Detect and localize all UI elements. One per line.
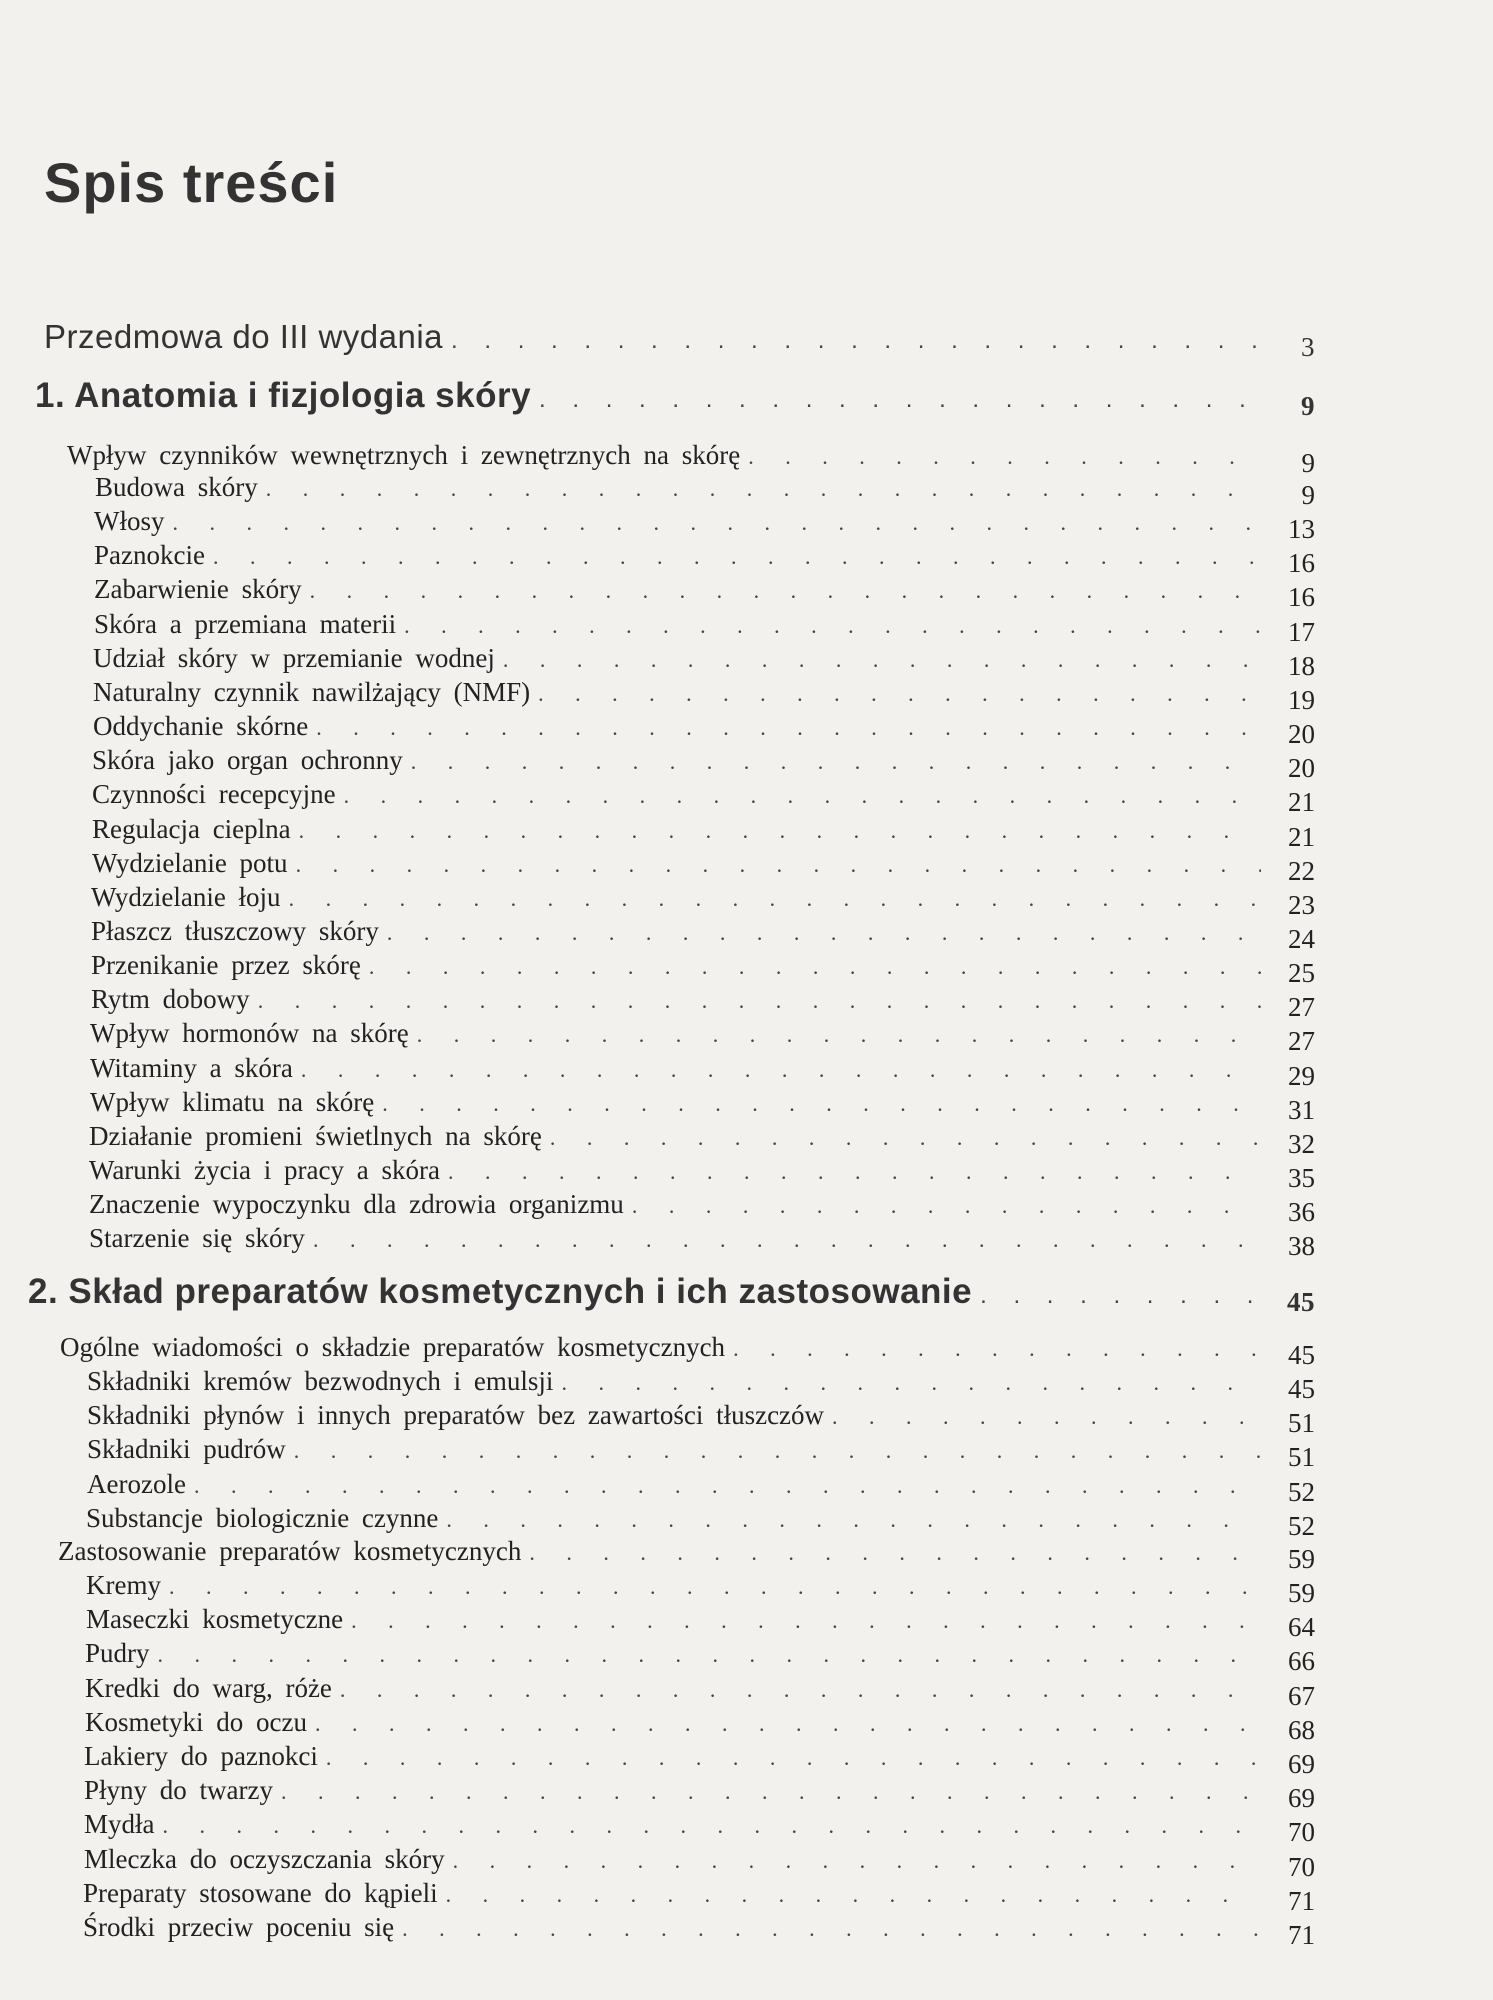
toc-entry-title: Budowa skóry: [95, 472, 258, 502]
toc-entry-page: 66: [1288, 1646, 1315, 1677]
dot-leader: [301, 1057, 1261, 1083]
toc-entry-title: Kredki do warg, róże: [85, 1672, 332, 1703]
toc-entry-title: Ogólne wiadomości o składzie preparatów kosmetycznych: [60, 1332, 726, 1362]
toc-entry-title: Maseczki kosmetyczne: [86, 1604, 344, 1635]
toc-entry: [92, 779, 1315, 818]
toc-entry: [35, 376, 1315, 421]
toc-entry-title: 2. Skład preparatów kosmetycznych i ich zastosowanie: [28, 1272, 973, 1311]
dot-leader: [538, 681, 1261, 707]
toc-entry: [67, 440, 1315, 478]
toc-entry-title: Mydła: [84, 1809, 155, 1840]
toc-entry: [87, 1434, 1315, 1473]
toc-entry: [89, 1223, 1315, 1262]
dot-leader: [169, 1574, 1261, 1600]
toc-entry: [91, 950, 1315, 989]
toc-entry-title: Przenikanie przez skórę: [91, 950, 361, 981]
dot-leader: [561, 1370, 1261, 1396]
toc-entry-title: Preparaty stosowane do kąpieli: [83, 1877, 438, 1908]
toc-entry: [95, 472, 1315, 510]
dot-leader: [411, 749, 1261, 775]
toc-entry-page: 19: [1288, 684, 1315, 715]
toc-entry-title: Wydzielanie potu: [92, 847, 288, 878]
toc-entry: [94, 608, 1315, 647]
toc-entry: [28, 1272, 1315, 1317]
toc-entry-title: Wpływ czynników wewnętrznych i zewnętrznych na skórę: [67, 440, 741, 470]
dot-leader: [158, 1642, 1261, 1668]
toc-entry-title: Włosy: [94, 506, 165, 537]
toc-entry: [89, 1120, 1315, 1159]
toc-entry-page: 17: [1288, 616, 1315, 647]
toc-entry-page: 71: [1288, 1920, 1315, 1950]
toc-entry-title: Kremy: [86, 1570, 161, 1600]
toc-entry: [85, 1638, 1315, 1677]
toc-entry-page: 25: [1288, 958, 1315, 989]
toc-entry: [93, 642, 1315, 681]
toc-entry-page: 59: [1288, 1544, 1315, 1574]
toc-entry-title: Zabarwienie skóry: [94, 574, 302, 605]
toc-entry-page: 68: [1288, 1714, 1315, 1745]
dot-leader: [173, 510, 1262, 536]
dot-leader: [529, 1540, 1261, 1566]
dot-leader: [258, 988, 1261, 1014]
dot-leader: [163, 1813, 1262, 1839]
toc-entry-title: Regulacja cieplna: [92, 813, 291, 844]
toc-entry-page: 36: [1288, 1197, 1315, 1228]
dot-leader: [402, 1916, 1261, 1942]
page-title: Spis treści: [44, 151, 339, 214]
toc-entry-title: Oddychanie skórne: [93, 711, 309, 742]
toc-entry-page: 9: [1301, 448, 1315, 478]
toc-entry: [92, 847, 1315, 886]
toc-entry-page: 51: [1288, 1408, 1315, 1439]
dot-leader: [632, 1193, 1261, 1219]
toc-entry-title: Rytm dobowy: [91, 984, 250, 1015]
toc-entry-title: Skóra a przemiana materii: [94, 608, 397, 639]
toc-entry-page: 67: [1288, 1680, 1315, 1711]
toc-entry: [90, 1086, 1315, 1125]
toc-entry: [87, 1366, 1315, 1404]
dot-leader: [446, 1507, 1261, 1533]
toc-entry: [86, 1604, 1315, 1643]
dot-leader: [733, 1336, 1261, 1362]
dot-leader: [299, 818, 1261, 844]
toc-entry-page: 70: [1288, 1851, 1315, 1882]
dot-leader: [344, 783, 1261, 809]
toc-entry: [90, 1018, 1315, 1057]
toc-entry-page: 71: [1288, 1885, 1315, 1916]
toc-entry-title: Lakiery do paznokci: [84, 1741, 318, 1771]
toc-entry-title: Wydzielanie łoju: [91, 881, 281, 912]
dot-leader: [980, 1282, 1261, 1310]
toc-entry-page: 59: [1288, 1578, 1315, 1608]
toc-entry-title: Kosmetyki do oczu: [85, 1706, 307, 1737]
toc-entry-title: Znaczenie wypoczynku dla zdrowia organizmu: [89, 1189, 624, 1220]
toc-entry-page: 21: [1288, 787, 1315, 818]
dot-leader: [315, 1711, 1261, 1737]
dot-leader: [453, 1848, 1261, 1874]
toc-entry: [93, 711, 1315, 750]
toc-entry-title: Składniki płynów i innych preparatów bez zawartości tłuszczów: [87, 1400, 825, 1431]
toc-entry-title: Paznokcie: [94, 540, 205, 571]
dot-leader: [832, 1404, 1261, 1430]
toc-entry: [94, 540, 1315, 579]
toc-entry-page: 51: [1288, 1442, 1315, 1473]
toc-entry-page: 45: [1288, 1340, 1315, 1370]
toc-entry-page: 27: [1288, 1026, 1315, 1057]
toc-entry-page: 16: [1288, 582, 1315, 613]
toc-entry-page: 38: [1288, 1231, 1315, 1262]
toc-entry-title: 1. Anatomia i fizjologia skóry: [35, 376, 532, 415]
dot-leader: [340, 1677, 1261, 1703]
toc-entry-page: 52: [1288, 1510, 1315, 1541]
toc-entry-page: 32: [1288, 1128, 1315, 1159]
dot-leader: [448, 1159, 1261, 1185]
toc-entry-page: 35: [1288, 1163, 1315, 1193]
toc-entry-title: Składniki kremów bezwodnych i emulsji: [87, 1366, 554, 1396]
toc-entry-title: Wpływ hormonów na skórę: [90, 1018, 409, 1049]
toc-entry: [89, 1155, 1315, 1193]
toc-entry: [60, 1332, 1315, 1370]
dot-leader: [417, 1022, 1261, 1048]
toc-entry: [83, 1912, 1315, 1950]
toc-entry-title: Aerozole: [87, 1468, 186, 1499]
toc-entry: [85, 1706, 1315, 1745]
toc-entry-title: Mleczka do oczyszczania skóry: [84, 1843, 445, 1874]
toc-entry: [86, 1570, 1315, 1608]
toc-entry: [87, 1468, 1315, 1507]
toc-entry-page: 21: [1288, 821, 1315, 852]
dot-leader: [326, 1745, 1261, 1771]
toc-entry: [86, 1502, 1315, 1541]
toc-entry-title: Witaminy a skóra: [90, 1052, 293, 1083]
toc-entry: [58, 1536, 1315, 1574]
toc-entry-page: 20: [1288, 719, 1315, 750]
dot-leader: [404, 613, 1261, 639]
dot-leader: [213, 544, 1261, 570]
toc-entry-title: Składniki pudrów: [87, 1434, 286, 1465]
dot-leader: [289, 886, 1261, 912]
dot-leader: [294, 1438, 1261, 1464]
toc-entry-title: Skóra jako organ ochronny: [92, 745, 403, 776]
dot-leader: [503, 647, 1261, 673]
toc-entry-page: 23: [1288, 889, 1315, 920]
toc-entry-page: 52: [1288, 1476, 1315, 1507]
toc-entry: [89, 1189, 1315, 1228]
toc-entry: [93, 676, 1315, 715]
toc-entry-page: 45: [1287, 1287, 1315, 1317]
toc-entry: [87, 1400, 1315, 1439]
toc-entry: [83, 1877, 1315, 1916]
toc-entry: [92, 813, 1315, 852]
toc-entry-title: Czynności recepcyjne: [92, 779, 336, 810]
toc-entry: [94, 506, 1315, 545]
dot-leader: [451, 327, 1261, 355]
dot-leader: [550, 1125, 1261, 1151]
toc-entry-title: Zastosowanie preparatów kosmetycznych: [58, 1536, 522, 1566]
toc-entry-page: 29: [1288, 1060, 1315, 1091]
dot-leader: [539, 386, 1261, 414]
toc-entry: [92, 745, 1315, 784]
toc-entry-title: Warunki życia i pracy a skóra: [89, 1155, 440, 1185]
toc-entry-page: 45: [1288, 1374, 1315, 1404]
toc-entry-title: Płyny do twarzy: [84, 1775, 273, 1806]
dot-leader: [369, 954, 1261, 980]
toc-entry-title: Przedmowa do III wydania: [44, 318, 444, 355]
toc-entry-page: 69: [1288, 1783, 1315, 1814]
toc-entry-page: 18: [1288, 650, 1315, 681]
toc-entry-page: 9: [1301, 480, 1315, 510]
toc-entry-page: 24: [1288, 923, 1315, 954]
dot-leader: [446, 1882, 1261, 1908]
toc-entry-page: 69: [1288, 1749, 1315, 1779]
toc-entry-title: Naturalny czynnik nawilżający (NMF): [93, 676, 531, 707]
toc-entry: [84, 1775, 1315, 1814]
toc-entry: [91, 915, 1315, 954]
toc-entry: [84, 1741, 1315, 1779]
dot-leader: [748, 444, 1261, 470]
toc-entry-page: 64: [1288, 1612, 1315, 1643]
toc-entry-title: Płaszcz tłuszczowy skóry: [91, 915, 379, 946]
dot-leader: [310, 578, 1261, 604]
toc-entry: [90, 1052, 1315, 1091]
toc-entry-page: 16: [1288, 548, 1315, 579]
toc-entry: [85, 1672, 1315, 1711]
toc-entry-title: Pudry: [85, 1638, 150, 1669]
dot-leader: [296, 852, 1261, 878]
toc-entry-page: 9: [1301, 391, 1315, 421]
toc-entry-page: 3: [1301, 332, 1315, 362]
toc-entry-title: Udział skóry w przemianie wodnej: [93, 642, 495, 673]
dot-leader: [382, 1091, 1261, 1117]
toc-entry: [94, 574, 1315, 613]
toc-entry-page: 20: [1288, 753, 1315, 784]
toc-entry-page: 70: [1288, 1817, 1315, 1848]
dot-leader: [194, 1473, 1261, 1499]
toc-entry: [84, 1843, 1315, 1882]
dot-leader: [281, 1779, 1261, 1805]
toc-entry: [44, 318, 1315, 362]
dot-leader: [316, 715, 1261, 741]
toc-entry-page: 31: [1288, 1094, 1315, 1125]
dot-leader: [351, 1608, 1261, 1634]
toc-entry-title: Substancje biologicznie czynne: [86, 1502, 439, 1533]
toc-entry: [91, 984, 1315, 1023]
toc-entry-page: 22: [1288, 855, 1315, 886]
toc-entry: [84, 1809, 1315, 1848]
toc-entry-page: 13: [1288, 514, 1315, 545]
dot-leader: [313, 1227, 1261, 1253]
toc-entry-title: Wpływ klimatu na skórę: [90, 1086, 375, 1117]
toc-entry-page: 27: [1288, 992, 1315, 1023]
toc-entry-title: Działanie promieni świetlnych na skórę: [89, 1120, 542, 1151]
toc-entry-title: Starzenie się skóry: [89, 1223, 305, 1254]
dot-leader: [266, 476, 1261, 502]
toc-entry-title: Środki przeciw poceniu się: [83, 1912, 395, 1942]
dot-leader: [387, 920, 1261, 946]
toc-entry: [91, 881, 1315, 920]
